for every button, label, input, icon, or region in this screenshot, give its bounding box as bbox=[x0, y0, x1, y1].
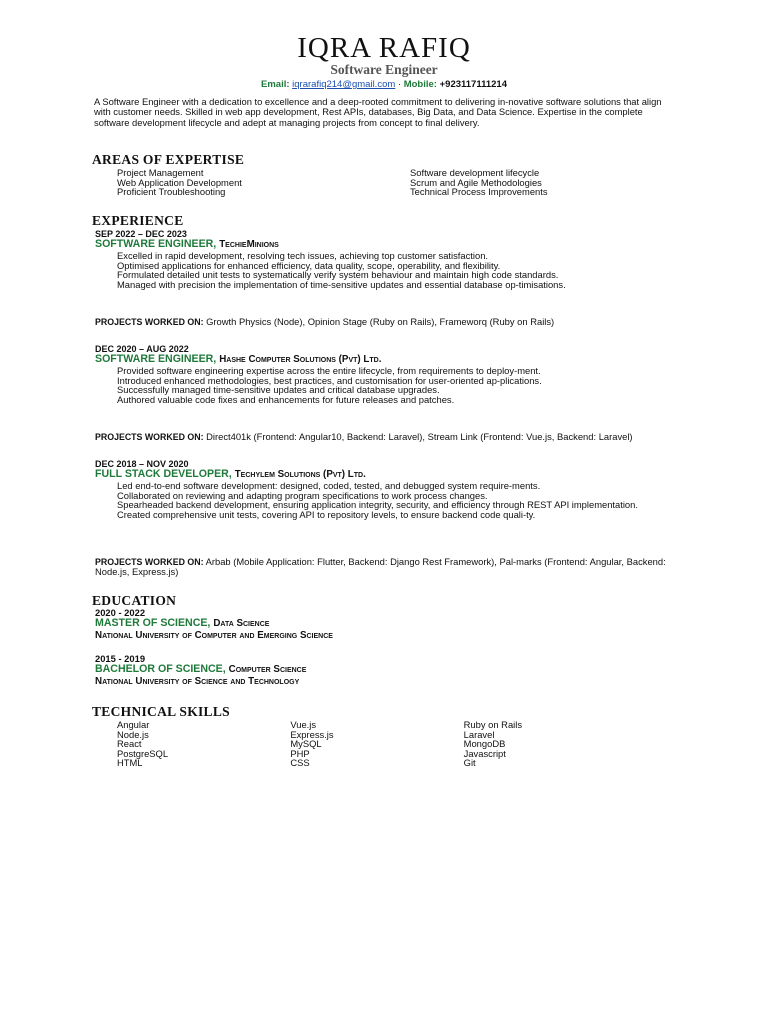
skills-row bbox=[117, 720, 637, 730]
job-bullet: Excelled in rapid development, resolving tech issues, achieving top customer satisfaction. bbox=[117, 250, 489, 261]
degree-field: Data Science bbox=[213, 618, 270, 629]
job-bullet: Led end-to-end software development: designed, coded, tested, and debugged system require-ments. bbox=[117, 480, 541, 491]
projects-list: Growth Physics (Node), Opinion Stage (Ruby on Rails), Frameworq (Ruby on Rails) bbox=[206, 316, 555, 327]
skill-item: CSS bbox=[290, 757, 310, 769]
expertise-item: Software development lifecycle bbox=[410, 167, 540, 178]
projects-label: PROJECTS WORKED ON: bbox=[95, 557, 204, 567]
projects-list: Arbab (Mobile Application: Flutter, Backend: Django Rest Framework), Pal-marks (Frontend: Angular, Backend: Node.js, Express.js) bbox=[95, 556, 666, 577]
education-degree bbox=[95, 617, 269, 629]
skill-item: PostgreSQL bbox=[117, 747, 169, 759]
experience-heading: EXPERIENCE bbox=[92, 213, 184, 228]
job-position: SOFTWARE ENGINEER, bbox=[95, 238, 217, 250]
job-bullet: Optimised applications for enhanced efficiency, data quality, scope, operability, and flexibility. bbox=[117, 259, 501, 271]
job-bullet: Collaborated on reviewing and adapting program specifications to work process changes. bbox=[117, 489, 488, 501]
job-company: Hashe Computer Solutions (Pvt) Ltd. bbox=[219, 354, 382, 365]
skill-item: MySQL bbox=[290, 738, 322, 750]
job-title bbox=[95, 238, 279, 250]
expertise-item: Project Management bbox=[117, 167, 204, 178]
expertise-item: Scrum and Agile Methodologies bbox=[410, 176, 542, 188]
expertise-item: Proficient Troubleshooting bbox=[117, 186, 226, 198]
skill-item: Vue.js bbox=[290, 719, 317, 730]
email-label: Email: bbox=[261, 79, 290, 90]
skills-row bbox=[117, 749, 637, 759]
job-bullet: Spearheaded backend development, ensuring application integrity, security, and efficiency through REST API implementation. bbox=[117, 499, 638, 511]
degree-name: MASTER OF SCIENCE, bbox=[95, 617, 211, 629]
email-link[interactable]: iqrarafiq214@gmail.com bbox=[292, 79, 396, 90]
skill-item: Git bbox=[463, 757, 476, 769]
job-bullet: Created comprehensive unit tests, covering API to repository levels, to ensure backend code quali-ty. bbox=[117, 509, 536, 521]
candidate-name: IQRA RAFIQ bbox=[297, 32, 471, 64]
education-institution: National University of Computer and Emerging Science bbox=[95, 630, 333, 641]
skills-list bbox=[117, 720, 637, 768]
skills-row bbox=[117, 739, 637, 749]
expertise-row bbox=[117, 187, 637, 197]
job-position: SOFTWARE ENGINEER, bbox=[95, 353, 217, 365]
job-bullet: Provided software engineering expertise across the entire lifecycle, from requirements to deploy-ment. bbox=[117, 365, 541, 376]
job-dates: DEC 2020 – AUG 2022 bbox=[95, 344, 189, 354]
education-heading: EDUCATION bbox=[92, 593, 177, 608]
education-institution: National University of Science and Technology bbox=[95, 676, 300, 687]
skill-item: MongoDB bbox=[463, 738, 506, 750]
skill-item: Node.js bbox=[117, 728, 149, 740]
expertise-list bbox=[117, 168, 637, 197]
job-position: FULL STACK DEVELOPER, bbox=[95, 468, 232, 480]
job-bullet: Introduced enhanced methodologies, best practices, and customisation for user-oriented ap-plications. bbox=[117, 374, 542, 386]
expertise-item: Technical Process Improvements bbox=[410, 186, 548, 198]
skill-item: Laravel bbox=[463, 728, 495, 740]
education-degree bbox=[95, 663, 306, 675]
job-projects bbox=[95, 557, 670, 577]
job-company: TechieMinions bbox=[219, 239, 279, 250]
job-dates: SEP 2022 – DEC 2023 bbox=[95, 229, 187, 239]
skill-item: Javascript bbox=[463, 747, 506, 759]
degree-name: BACHELOR OF SCIENCE, bbox=[95, 663, 226, 675]
job-bullet: Successfully managed time-sensitive updates and critical database upgrades. bbox=[117, 384, 440, 396]
skills-row bbox=[117, 730, 637, 740]
skill-item: React bbox=[117, 738, 142, 750]
degree-field: Computer Science bbox=[228, 664, 307, 675]
contact-separator: · bbox=[395, 79, 404, 90]
job-bullets bbox=[117, 251, 672, 290]
job-title bbox=[95, 353, 381, 365]
skill-item: PHP bbox=[290, 747, 310, 759]
job-bullet: Formulated detailed unit tests to systematically verify system behaviour and maintain high code standards. bbox=[117, 269, 559, 281]
education-years: 2020 - 2022 bbox=[95, 607, 146, 618]
skill-item: Angular bbox=[117, 719, 150, 730]
skill-item: Ruby on Rails bbox=[463, 719, 523, 730]
job-bullet: Authored valuable code fixes and enhancements for future releases and patches. bbox=[117, 394, 455, 406]
job-bullets bbox=[117, 481, 672, 520]
profile-summary: A Software Engineer with a dedication to excellence and a deep-rooted commitment to delivering in-novative software solutions that align with customer needs. Skilled in web app development, Rest APIs, databases, Big Data, and Data Science. Expertise in the complete software development lifecycle and adept at managing projects from concept to final delivery. bbox=[94, 96, 662, 128]
skill-item: Express.js bbox=[290, 728, 334, 740]
job-projects bbox=[95, 432, 670, 442]
projects-label: PROJECTS WORKED ON: bbox=[95, 317, 204, 327]
expertise-heading: AREAS OF EXPERTISE bbox=[92, 152, 245, 167]
projects-label: PROJECTS WORKED ON: bbox=[95, 432, 204, 442]
skills-heading: TECHNICAL SKILLS bbox=[92, 704, 230, 719]
job-company: Techylem Solutions (Pvt) Ltd. bbox=[234, 469, 366, 480]
job-bullets bbox=[117, 366, 672, 405]
job-projects bbox=[95, 317, 670, 327]
skills-row bbox=[117, 758, 637, 768]
expertise-item: Web Application Development bbox=[117, 176, 242, 188]
candidate-role: Software Engineer bbox=[330, 62, 438, 77]
mobile-label: Mobile: bbox=[403, 79, 437, 90]
job-bullet: Managed with precision the implementation of time-sensitive updates and essential database op-timisations. bbox=[117, 279, 566, 291]
job-dates: DEC 2018 – NOV 2020 bbox=[95, 459, 189, 469]
education-years: 2015 - 2019 bbox=[95, 653, 146, 664]
contact-line bbox=[0, 79, 768, 90]
projects-list: Direct401k (Frontend: Angular10, Backend: Laravel), Stream Link (Frontend: Vue.js, Backend: Laravel) bbox=[206, 431, 633, 442]
skill-item: HTML bbox=[117, 757, 143, 769]
job-title bbox=[95, 468, 366, 480]
mobile-number: +923117111214 bbox=[439, 79, 507, 90]
